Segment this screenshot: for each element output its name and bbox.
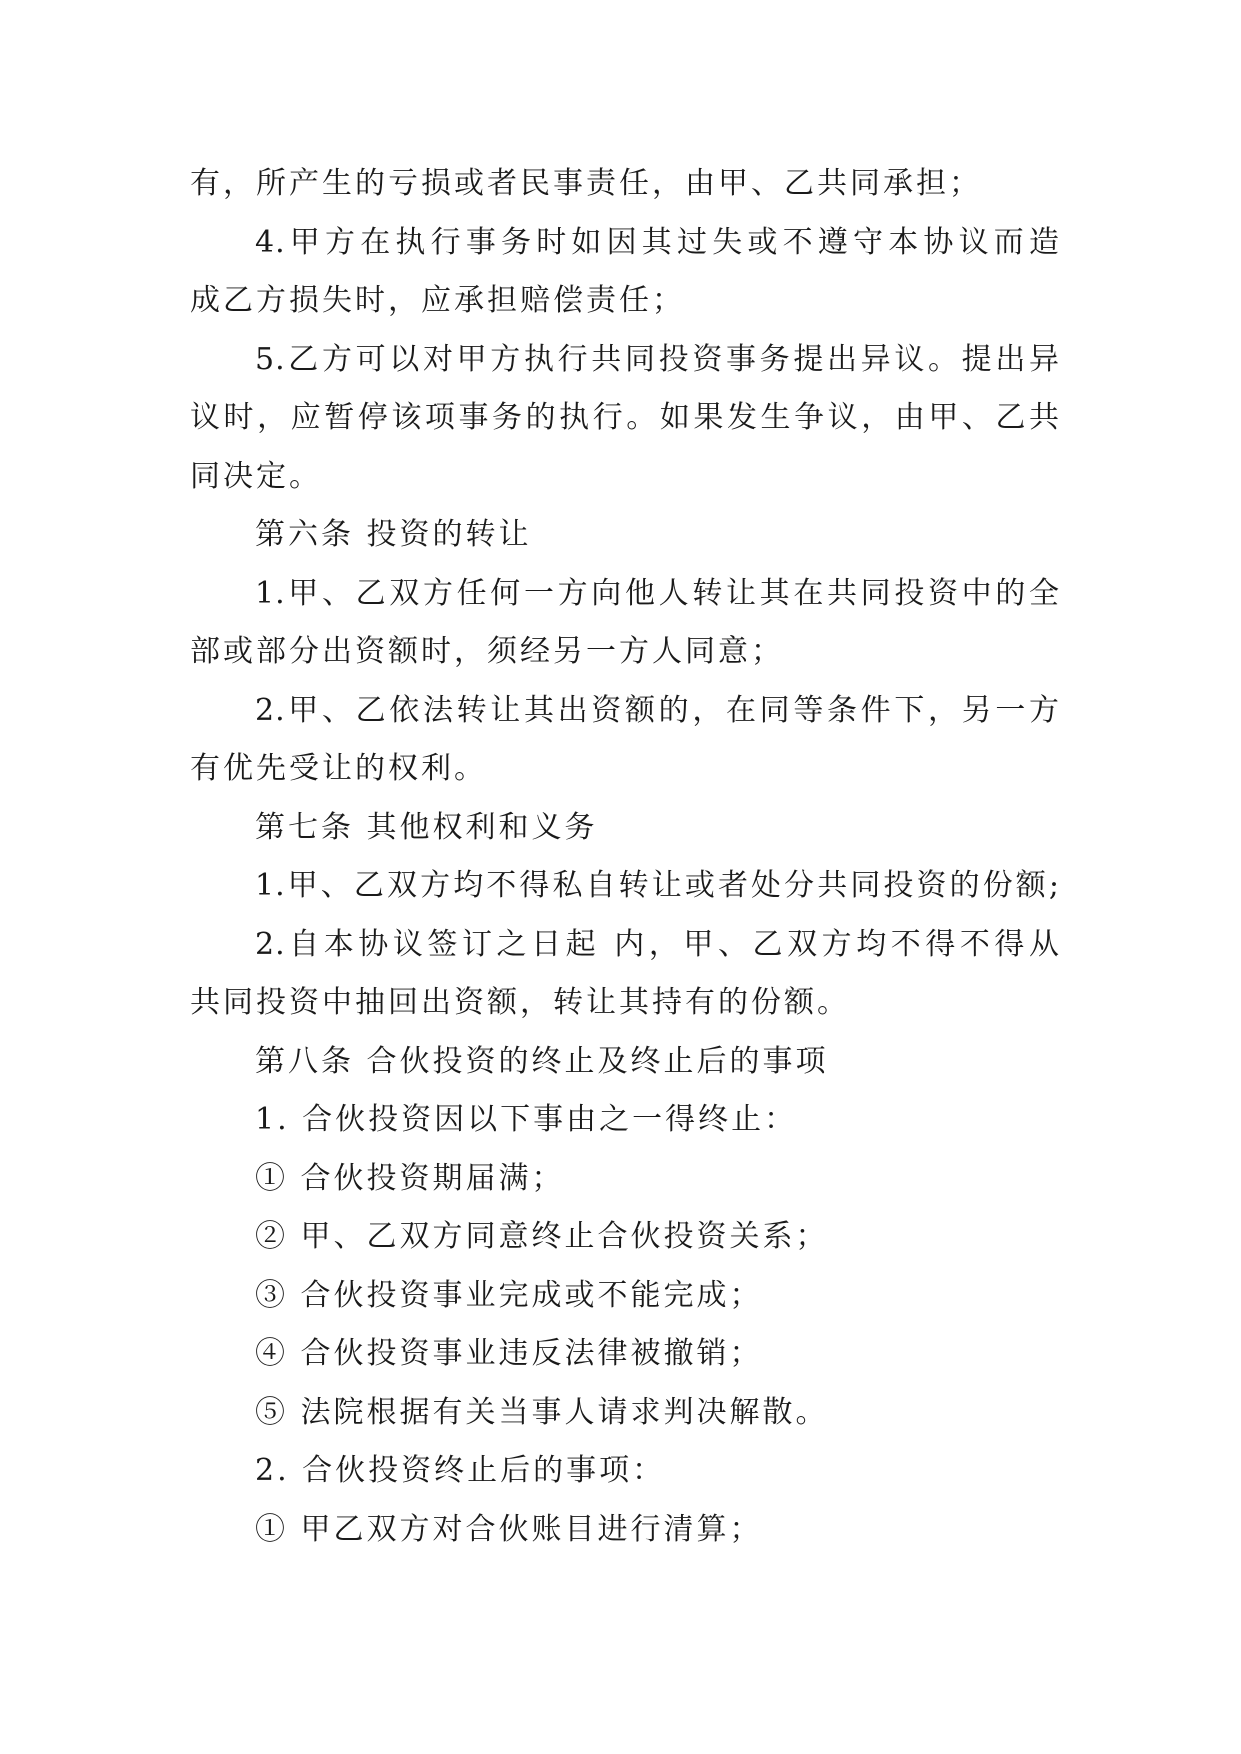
text-line: 同决定。 bbox=[190, 458, 322, 494]
section-heading: 第七条 其他权利和义务 bbox=[255, 809, 598, 845]
list-item: ① 甲乙双方对合伙账目进行清算； bbox=[255, 1511, 763, 1547]
section-heading: 第八条 合伙投资的终止及终止后的事项 bbox=[255, 1043, 829, 1079]
list-item: ④ 合伙投资事业违反法律被撤销； bbox=[255, 1336, 763, 1371]
text-line: 4.甲方在执行事务时如因其过失或不遵守本协议而造 bbox=[255, 224, 1060, 260]
list-item: ③ 合伙投资事业完成或不能完成； bbox=[255, 1277, 763, 1313]
text-line: 2.甲、乙依法转让其出资额的，在同等条件下，另一方 bbox=[255, 692, 1060, 728]
text-line: 议时，应暂停该项事务的执行。如果发生争议，由甲、乙共 bbox=[190, 400, 1060, 435]
document-body bbox=[190, 155, 1060, 1559]
text-line: 5.乙方可以对甲方执行共同投资事务提出异议。提出异 bbox=[255, 341, 1060, 377]
list-item: ① 合伙投资期届满； bbox=[255, 1160, 565, 1196]
text-line: 共同投资中抽回出资额，转让其持有的份额。 bbox=[190, 985, 850, 1020]
text-line: 2.自本协议签订之日起 内，甲、乙双方均不得不得从 bbox=[255, 926, 1060, 962]
text-line: 部或部分出资额时，须经另一方人同意； bbox=[190, 634, 784, 669]
text-line: 有，所产生的亏损或者民事责任，由甲、乙共同承担； bbox=[190, 166, 982, 201]
list-item: ② 甲、乙双方同意终止合伙投资关系； bbox=[255, 1219, 829, 1254]
text-line: 1. 合伙投资因以下事由之一得终止： bbox=[255, 1102, 798, 1137]
list-item: ⑤ 法院根据有关当事人请求判决解散。 bbox=[255, 1394, 829, 1430]
text-line: 有优先受让的权利。 bbox=[190, 751, 487, 786]
section-heading: 第六条 投资的转让 bbox=[255, 517, 532, 552]
text-line: 2. 合伙投资终止后的事项： bbox=[255, 1453, 666, 1488]
text-line: 1.甲、乙双方任何一方向他人转让其在共同投资中的全 bbox=[255, 575, 1060, 611]
text-line: 成乙方损失时，应承担赔偿责任； bbox=[190, 283, 685, 318]
text-line: 1.甲、乙双方均不得私自转让或者处分共同投资的份额; bbox=[255, 868, 1060, 903]
